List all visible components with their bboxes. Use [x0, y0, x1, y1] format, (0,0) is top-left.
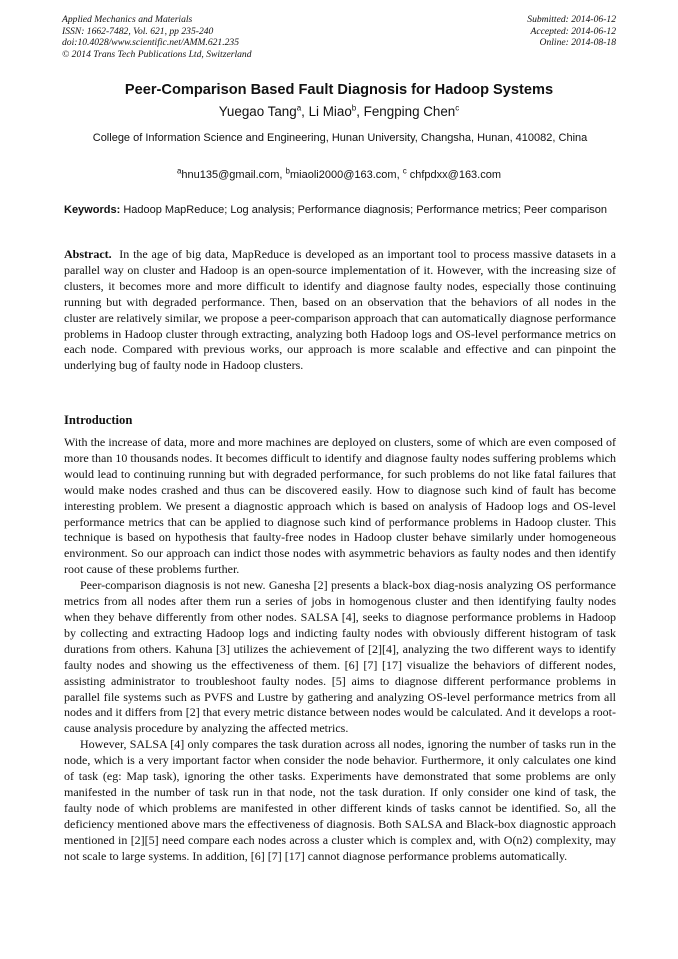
email-separator: , [396, 169, 403, 181]
online-date: Online: 2014-08-18 [539, 37, 616, 49]
page-header [62, 14, 616, 64]
submitted-date: Submitted: 2014-06-12 [527, 14, 616, 25]
email-superscript: b [285, 166, 290, 176]
abstract-label: Abstract. [64, 247, 112, 261]
body-paragraph: Peer-comparison diagnosis is not new. Ganesha [2] presents a black-box diag-nosis analyzing OS performance metrics from all nodes after them run a series of jobs in homogenous cluster and then identifying faulty nodes when they behave differently from other nodes. SALSA [4], seeks to diagnose performance problems in Hadoop by collecting and extracting Hadoop logs and indicting faulty nodes with obviously different histogram of task durations from others. Kahuna [3] utilizes the achievement of [2][4], analyzing the two different ways to identify faulty nodes and showing us the effectiveness of them. [6] [7] [17] visualize the behaviors of different nodes, assisting administrator to troubleshoot faulty nodes. [5] aims to diagnose different performance problems in parallel file systems such as PVFS and Lustre by gathering and analyzing OS-level performance metrics from all nodes and it differs from [2] that every metric distance between nodes would be calculated. And it develops a root-cause analysis procedure by analyzing the affected metrics. [64, 578, 616, 736]
doi-line: doi:10.4028/www.scientific.net/AMM.621.235 [62, 37, 240, 49]
author-name: Fengping Chen [363, 104, 456, 119]
section-heading: Introduction [64, 413, 133, 427]
abstract-text: In the age of big data, MapReduce is developed as an important tool to process massive datasets in a parallel way on cluster and Hadoop is an open-source implementation of it. However, with the increasing size of clusters, it becomes more and more difficult to identify and diagnose faulty nodes, especially those continuing running but with degraded performance. Then, based on an observation that the behaviors of all nodes in the cluster are relatively similar, we propose a peer-comparison approach that can automatically diagnose performance problems in Hadoop cluster through extracting, analyzing both Hadoop logs and OS-level performance metrics on each node. Compared with previous works, our approach is more scalable and effective and can pinpoint the underlying bug of faulty node in Hadoop clusters. [64, 247, 617, 373]
email-superscript: c [402, 166, 407, 176]
body-paragraph: With the increase of data, more and more machines are deployed on clusters, some of which are even composed of more than 10 thousands nodes. It becomes difficult to identify and diagnose faulty nodes suffering problems which would lead to continuing running but with degraded performance, for such problems do not like fatal failures that would make nodes crashed and thus can be discovered easily. How to diagnose such kind of fault has become interesting problem. We present a diagnostic approach which is based on analysis of Hadoop logs and OS-level performance metrics that can be applied to diagnose such kind of performance problems in Hadoop cluster. This technique is based on hypothesis that faulty-free nodes in Hadoop cluster behave similarly under homogeneous environment. So our approach can indict those nodes with asymmetric behaviors as faulty nodes and then identify root cause of these problems further. [64, 435, 616, 577]
paper-title: Peer-Comparison Based Fault Diagnosis for Hadoop Systems [124, 82, 554, 98]
email-address: hnu135@gmail.com [181, 169, 280, 181]
affiliation: College of Information Science and Engineering, Hunan University, Changsha, Hunan, 410082, China [92, 132, 588, 144]
keywords-text: Hadoop MapReduce; Log analysis; Performance diagnosis; Performance metrics; Peer comparison [123, 204, 607, 216]
body-paragraph: However, SALSA [4] only compares the task duration across all nodes, ignoring the number of tasks run in the node, which is a very important factor when consider the node behavior. Furthermore, it only calculates one kind of task (eg: Map task), ignoring the other tasks. Experiments have demonstrated that some problems are only manifested in the number of task run in that node, not the task duration. If only consider one kind of task, the faulty node of which problems are manifested in other different kinds of tasks cannot be identified. So, all the deficiency mentioned above mars the effectiveness of diagnosis. Both SALSA and Black-box diagnostic approach mentioned in [2][5] need compare each nodes across a cluster which is complex and, with O(n2) complexity, may not scale to large systems. In addition, [6] [7] [17] cannot diagnose performance problems automatically. [64, 737, 616, 863]
author-superscript: a [296, 103, 302, 113]
email-address: miaoli2000@163.com [290, 169, 397, 181]
introduction-body [64, 435, 616, 864]
keywords-label: Keywords: [64, 204, 121, 216]
copyright-line: © 2014 Trans Tech Publications Ltd, Switzerland [62, 48, 252, 60]
publication-dates [527, 14, 616, 49]
keywords-block [64, 203, 616, 218]
author-superscript: c [455, 103, 460, 113]
email-separator: , [279, 169, 286, 181]
author-separator: , [356, 104, 364, 119]
author-list [40, 103, 638, 120]
author-separator: , [301, 104, 309, 119]
author-superscript: b [351, 103, 357, 113]
author-name: Li Miao [308, 104, 352, 119]
journal-info [62, 14, 252, 60]
journal-name: Applied Mechanics and Materials [62, 14, 193, 25]
issn-line: ISSN: 1662-7482, Vol. 621, pp 235-240 [62, 25, 214, 37]
email-superscript: a [176, 166, 182, 176]
email-list [40, 168, 638, 182]
author-name: Yuegao Tang [218, 104, 297, 119]
accepted-date: Accepted: 2014-06-12 [530, 25, 616, 37]
email-address: chfpdxx@163.com [409, 169, 502, 181]
abstract-block [64, 247, 616, 374]
